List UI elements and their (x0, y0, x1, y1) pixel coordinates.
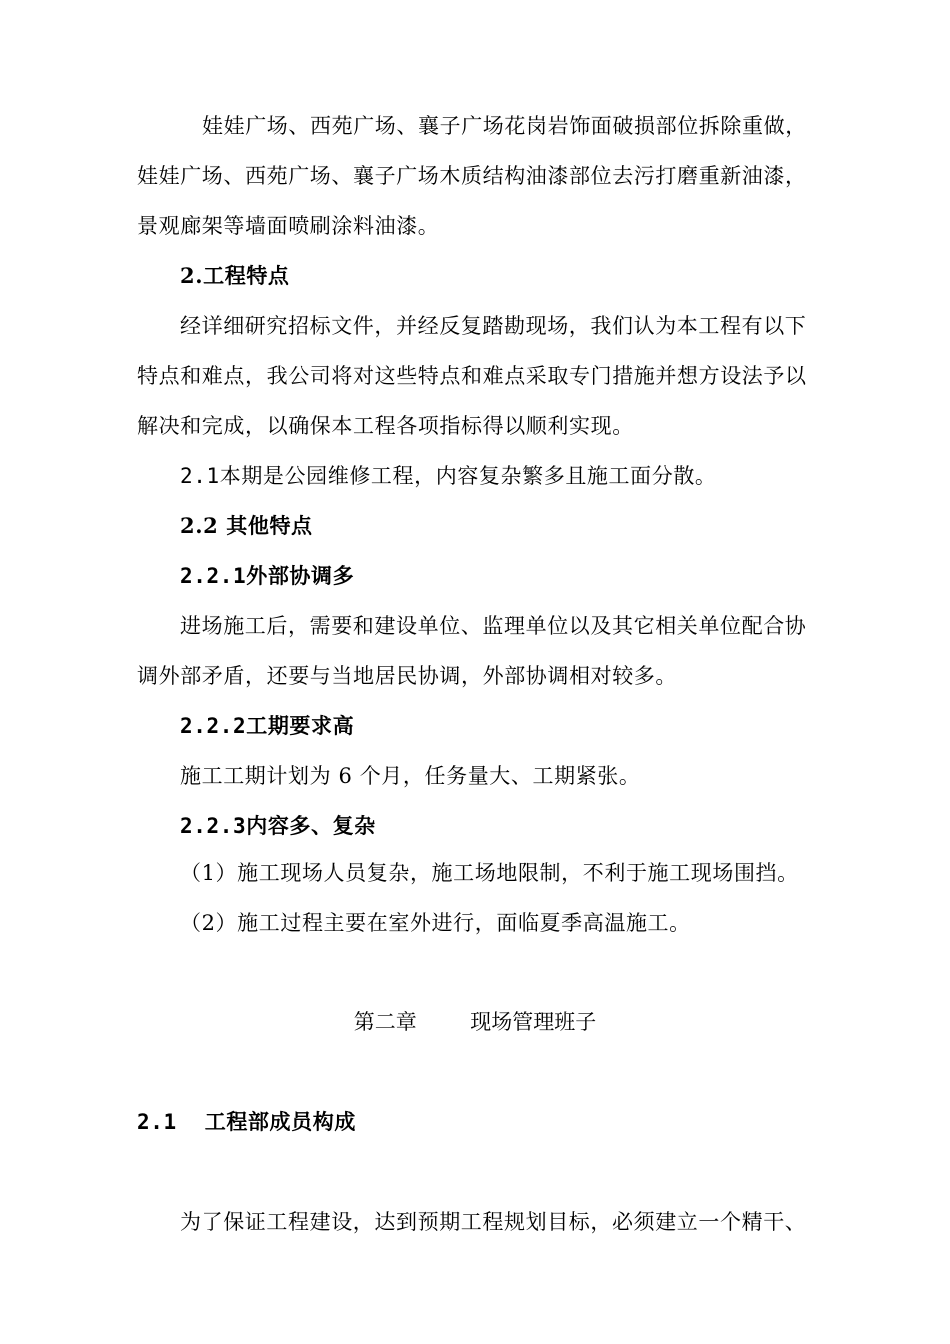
item-2-2-2-heading (180, 712, 354, 740)
subsection-number: 2.1 (137, 1110, 177, 1134)
section-paragraph-line-1: 经详细研究招标文件，并经反复踏勘现场，我们认为本工程有以下 (180, 314, 807, 338)
section-paragraph-line-3: 解决和完成，以确保本工程各项指标得以顺利实现。 (137, 414, 634, 438)
intro-line-2: 娃娃广场、西苑广场、襄子广场木质结构油漆部位去污打磨重新油漆， (137, 164, 807, 188)
item-2-2-1-heading (180, 562, 354, 590)
item-2-2-3-title: 内容多、复杂 (246, 813, 376, 838)
section-paragraph-line-2: 特点和难点，我公司将对这些特点和难点采取专门措施并想方设法予以 (137, 364, 807, 388)
item-2-2-1-line-1: 进场施工后，需要和建设单位、监理单位以及其它相关单位配合协 (180, 614, 807, 638)
subsection-title: 工程部成员构成 (204, 1109, 356, 1134)
item-2-2-2-number: 2.2.2 (180, 714, 247, 738)
item-2-2-2-text: 施工工期计划为 6 个月，任务量大、工期紧张。 (180, 764, 641, 788)
chapter-title: 第二章 现场管理班子 (353, 1010, 597, 1034)
item-2-1-text: 本期是公园维修工程，内容复杂繁多且施工面分散。 (219, 464, 717, 488)
subsection-heading (137, 1108, 356, 1136)
subsection-paragraph-line-1: 为了保证工程建设，达到预期工程规划目标，必须建立一个精干、 (180, 1210, 807, 1234)
item-2-1 (180, 462, 717, 490)
intro-line-3: 景观廊架等墙面喷刷涂料油漆。 (137, 214, 440, 238)
list-item-1: （1）施工现场人员复杂，施工场地限制，不利于施工现场围挡。 (180, 861, 799, 885)
section-heading: 2.工程特点 (180, 263, 290, 288)
item-2-2-heading: 2.2 其他特点 (180, 513, 313, 538)
item-2-2-3-heading (180, 812, 376, 840)
intro-line-1: 娃娃广场、西苑广场、襄子广场花岗岩饰面破损部位拆除重做， (202, 114, 807, 138)
item-2-1-number: 2.1 (180, 464, 220, 488)
item-2-2-1-line-2: 调外部矛盾，还要与当地居民协调，外部协调相对较多。 (137, 664, 677, 688)
item-2-2-1-number: 2.2.1 (180, 564, 247, 588)
item-2-2-3-number: 2.2.3 (180, 814, 247, 838)
item-2-2-1-title: 外部协调多 (246, 563, 355, 588)
list-item-2: （2）施工过程主要在室外进行，面临夏季高温施工。 (180, 911, 691, 935)
item-2-2-2-title: 工期要求高 (246, 713, 355, 738)
